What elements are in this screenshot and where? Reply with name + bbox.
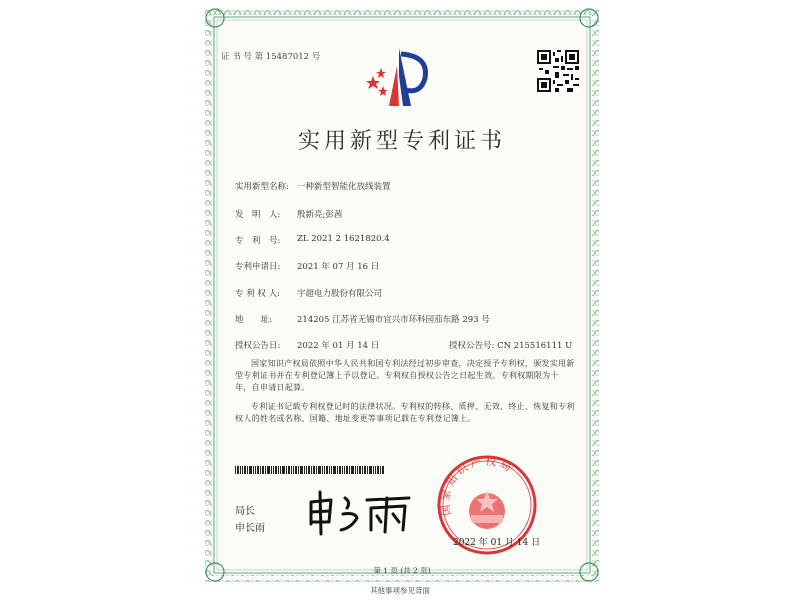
field-value-patent-no: ZL 2021 2 1621820.4 (297, 234, 390, 244)
field-label-name: 实用新型名称: (235, 182, 289, 192)
page-number: 第 1 页 (共 2 页) (373, 566, 431, 575)
barcode (235, 466, 385, 474)
field-value-patentee: 宇超电力股份有限公司 (297, 289, 383, 299)
seal-text: 国家知识产权局 (438, 454, 517, 517)
signer-title: 局长 (235, 506, 255, 517)
field-label-patentee: 专 利 权 人: (235, 289, 280, 299)
handwritten-signature (305, 488, 415, 538)
qr-code (537, 50, 579, 92)
publication-number: 授权公告号: CN 215516111 U (449, 341, 573, 351)
signer-name: 申长雨 (235, 523, 265, 534)
field-label-patent-no: 专 利 号: (235, 236, 281, 246)
grant-statement: 国家知识产权局依照中华人民共和国专利法经过初步审查，决定授予专利权，颁发实用新型专利证书并在专利登记簿上予以登记。专利权自授权公告之日起生效。专利权期限为十年，自申请日起算。 (235, 359, 575, 392)
field-value-apply-date: 2021 年 07 月 16 日 (297, 262, 380, 272)
field-value-inventor: 殷新亮;彭茜 (297, 210, 343, 220)
seal-date: 2022 年 01 月 14 日 (453, 538, 541, 548)
patent-office-logo-icon (359, 46, 439, 116)
field-label-address: 地 址: (235, 315, 272, 325)
legal-status-note: 专利证书记载专利权登记时的法律状况。专利权的转移、质押、无效、终止、恢复和专利权人的姓名或名称、国籍、地址变更等事项记载在专利登记簿上。 (235, 402, 575, 423)
field-label-pub-date: 授权公告日: (235, 341, 281, 351)
patent-certificate (205, 8, 599, 582)
certificate-number: 证 书 号 第 15487012 号 (221, 52, 321, 62)
certificate-title: 实用新型专利证书 (297, 129, 506, 154)
field-value-name: 一种新型智能化放线装置 (297, 182, 391, 192)
field-label-inventor: 发 明 人: (235, 210, 281, 220)
field-value-address: 214205 江苏省无锡市宜兴市环科园茄东路 293 号 (297, 315, 490, 325)
field-value-pub-date: 2022 年 01 月 14 日 (297, 341, 380, 351)
back-page-note: 其他事项参见背面 (370, 586, 430, 595)
field-label-apply-date: 专利申请日: (235, 262, 281, 272)
